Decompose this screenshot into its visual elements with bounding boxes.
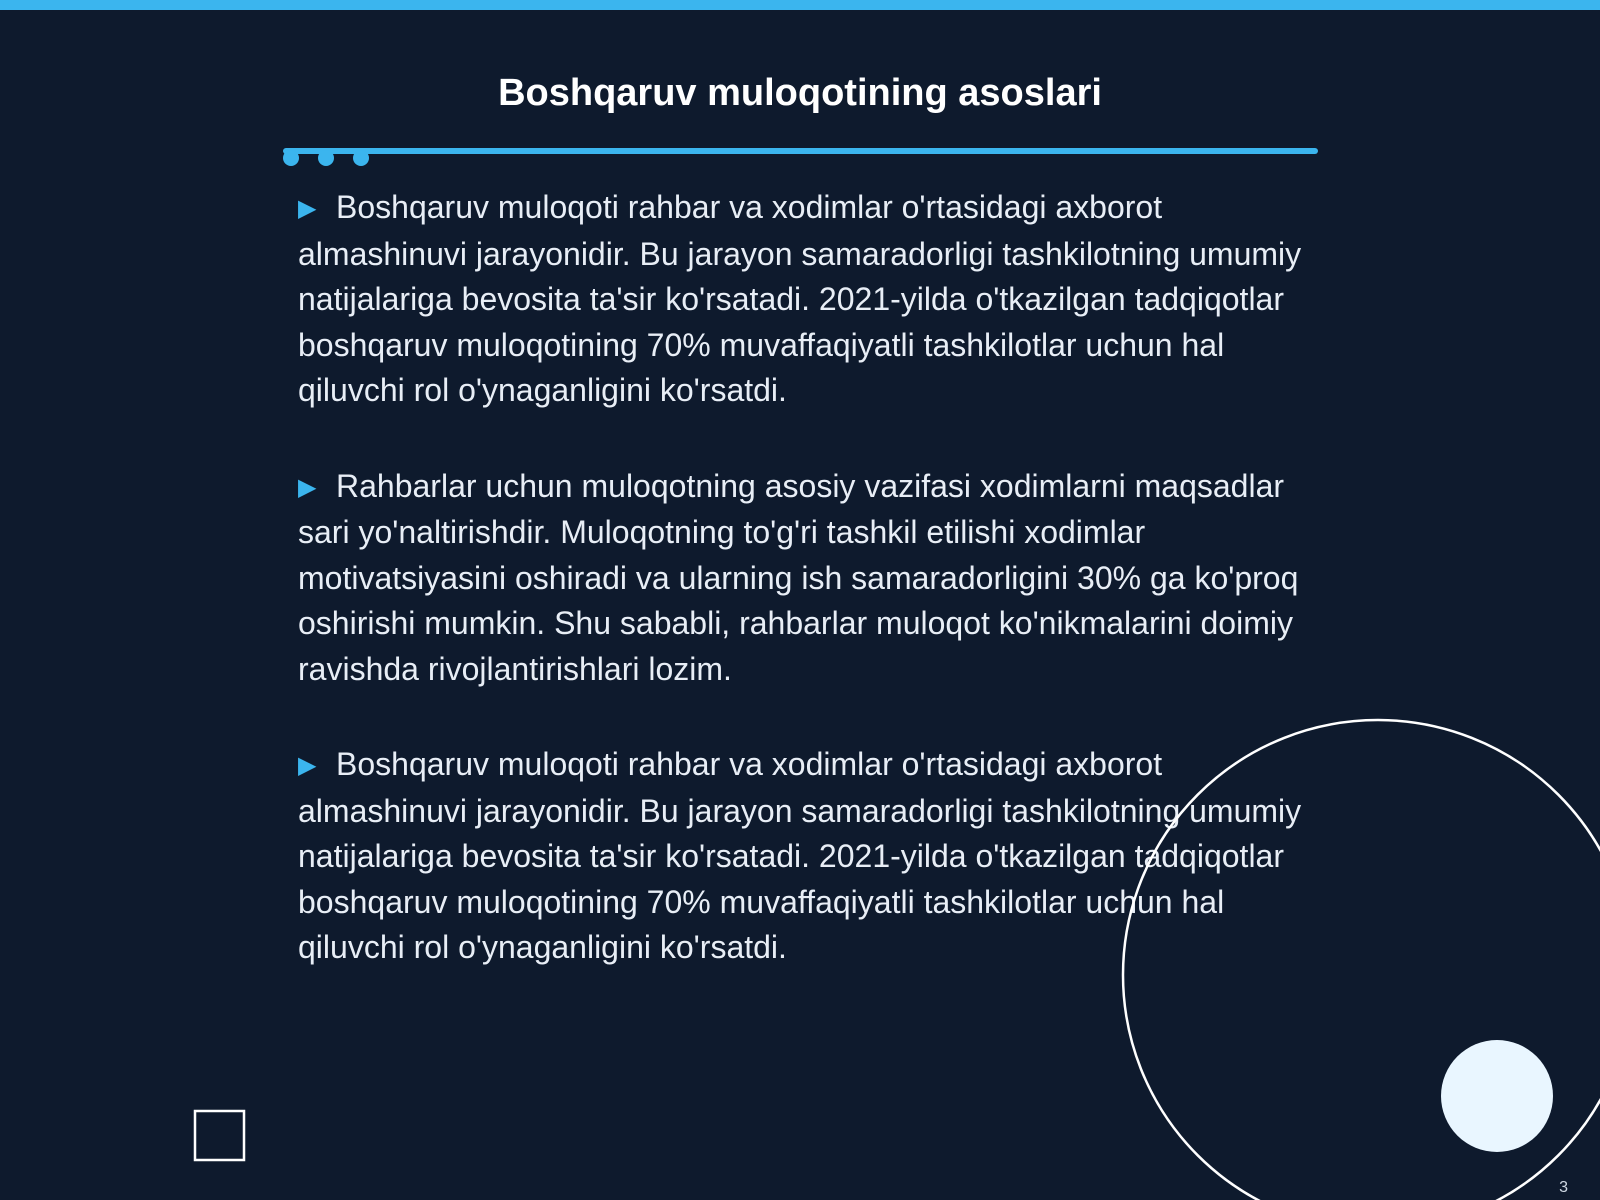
divider-dot bbox=[353, 150, 369, 166]
title-divider bbox=[283, 148, 1318, 154]
paragraph-text: Rahbarlar uchun muloqotning asosiy vazifasi xodimlarni maqsadlar sari yo'naltirishdir. Muloqotning to'g'ri tashkil etilishi xodimlar motivatsiyasini oshiradi va ularning ish samaradorligini 30% ga ko'proq oshirishi mumkin. Shu sababli, rahbarlar muloqot ko'nikmalarini doimiy ravishda rivojlantirishlari lozim. bbox=[298, 467, 1299, 687]
divider-dot bbox=[318, 150, 334, 166]
decorative-circle bbox=[1441, 1040, 1553, 1152]
top-accent-bar bbox=[0, 0, 1600, 10]
paragraph-text: Boshqaruv muloqoti rahbar va xodimlar o'rtasidagi axborot almashinuvi jarayonidir. Bu jarayon samaradorligi tashkilotning umumiy natijalariga bevosita ta'sir ko'rsatadi. 2021-yilda o'tkazilgan tadqiqotlar boshqaruv muloqotining 70% muvaffaqiyatli tashkilotlar uchun hal qiluvchi rol o'ynaganligini ko'rsatdi. bbox=[298, 189, 1302, 408]
slide-content bbox=[298, 185, 1308, 971]
triangle-right-icon: ▶ bbox=[298, 473, 317, 501]
triangle-right-icon: ▶ bbox=[298, 752, 317, 779]
paragraph-text: Boshqaruv muloqoti rahbar va xodimlar o'rtasidagi axborot almashinuvi jarayonidir. Bu jarayon samaradorligi tashkilotning umumiy natijalariga bevosita ta'sir ko'rsatadi. 2021-yilda o'tkazilgan tadqiqotlar boshqaruv muloqotining 70% muvaffaqiyatli tashkilotlar uchun hal qiluvchi rol o'ynaganligini ko'rsatdi. bbox=[298, 746, 1302, 965]
bullet-paragraph-1 bbox=[298, 185, 1308, 414]
bullet-paragraph-3 bbox=[298, 742, 1308, 971]
divider-dot bbox=[283, 150, 299, 166]
decorative-square bbox=[195, 1111, 244, 1160]
slide-title: Boshqaruv muloqotining asoslari bbox=[498, 72, 1102, 114]
page-number: 3 bbox=[1559, 1179, 1568, 1196]
bullet-paragraph-2 bbox=[298, 464, 1308, 693]
triangle-right-icon: ▶ bbox=[298, 195, 317, 222]
